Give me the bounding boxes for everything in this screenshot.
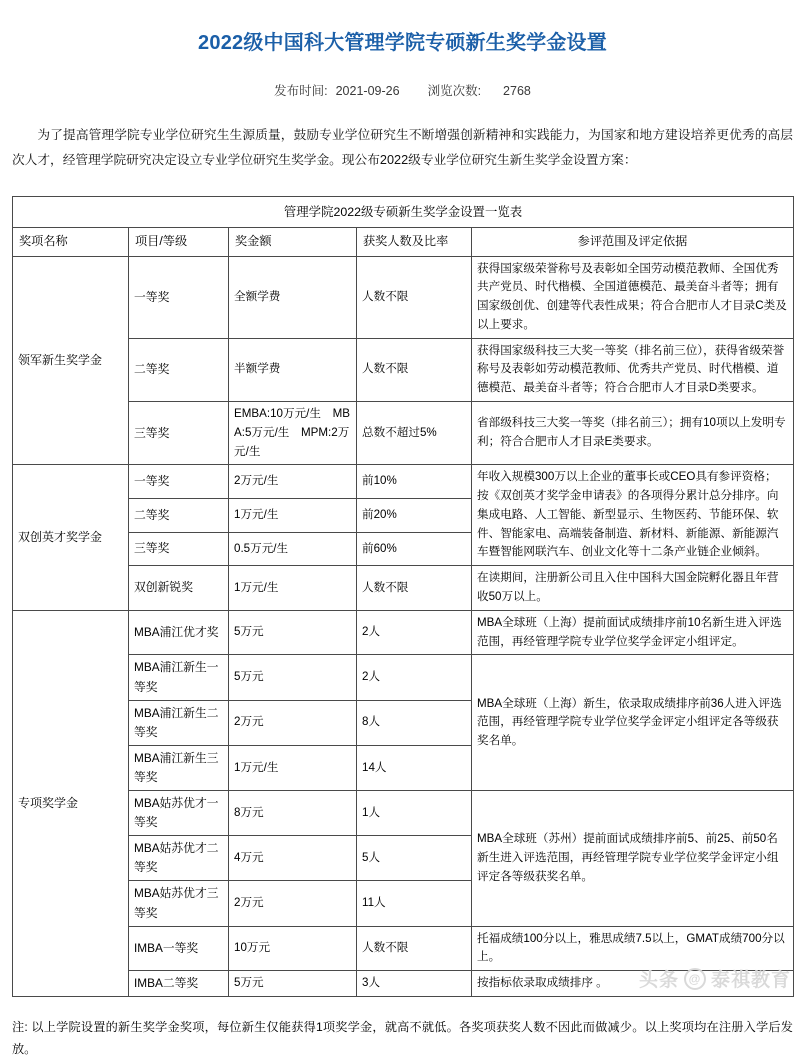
award-amount: 全额学费 bbox=[229, 256, 357, 338]
award-count: 总数不超过5% bbox=[357, 402, 472, 465]
award-grade: 三等奖 bbox=[129, 532, 229, 566]
award-count: 2人 bbox=[357, 655, 472, 700]
award-count: 2人 bbox=[357, 610, 472, 655]
award-table bbox=[12, 196, 794, 998]
award-table-wrap bbox=[0, 190, 805, 998]
award-grade: 三等奖 bbox=[129, 402, 229, 465]
award-amount: 5万元 bbox=[229, 971, 357, 997]
award-criteria: 托福成绩100分以上，雅思成绩7.5以上，GMAT成绩700分以上。 bbox=[472, 926, 794, 971]
table-row bbox=[13, 566, 794, 611]
award-count: 5人 bbox=[357, 836, 472, 881]
award-count: 前10% bbox=[357, 465, 472, 499]
award-amount: 1万元/生 bbox=[229, 566, 357, 611]
award-amount: 0.5万元/生 bbox=[229, 532, 357, 566]
award-grade: MBA浦江优才奖 bbox=[129, 610, 229, 655]
table-row bbox=[13, 610, 794, 655]
column-header-5: 参评范围及评定依据 bbox=[472, 227, 794, 256]
award-amount: 1万元/生 bbox=[229, 745, 357, 790]
award-grade: 二等奖 bbox=[129, 338, 229, 401]
award-grade: MBA姑苏优才三等奖 bbox=[129, 881, 229, 926]
award-grade: 双创新锐奖 bbox=[129, 566, 229, 611]
column-header-4: 获奖人数及比率 bbox=[357, 227, 472, 256]
award-grade: IMBA一等奖 bbox=[129, 926, 229, 971]
table-header-row bbox=[13, 227, 794, 256]
award-grade: MBA姑苏优才二等奖 bbox=[129, 836, 229, 881]
publish-meta bbox=[0, 73, 805, 103]
award-group-name: 双创英才奖学金 bbox=[13, 465, 129, 610]
document-page bbox=[0, 13, 805, 1057]
award-grade: MBA浦江新生三等奖 bbox=[129, 745, 229, 790]
at-sign-icon: @ bbox=[684, 968, 706, 990]
award-criteria: 获得国家级荣誉称号及表彰如全国劳动模范教师、全国优秀共产党员、时代楷模、全国道德模范、最美奋斗者等；拥有国家级创优、创建等代表性成果；符合合肥市人才目录C类及以上要求。 bbox=[472, 256, 794, 338]
award-amount: EMBA:10万元/生 MBA:5万元/生 MPM:2万元/生 bbox=[229, 402, 357, 465]
award-count: 人数不限 bbox=[357, 256, 472, 338]
award-count: 人数不限 bbox=[357, 926, 472, 971]
award-amount: 2万元/生 bbox=[229, 465, 357, 499]
award-count: 前20% bbox=[357, 498, 472, 532]
award-criteria: 年收入规模300万以上企业的董事长或CEO具有参评资格；按《双创英才奖学金申请表》的各项得分累计总分排序。向集成电路、人工智能、新型显示、生物医药、节能环保、软件、智能家电、高端装备制造、新材料、新能源、新能源汽车暨智能网联汽车、创业文化等十二条产业链企业倾斜。 bbox=[472, 465, 794, 566]
award-count: 11人 bbox=[357, 881, 472, 926]
award-criteria: 在读期间，注册新公司且入住中国科大国金院孵化器且年营收50万以上。 bbox=[472, 566, 794, 611]
award-criteria: 按指标依录取成绩排序 。 bbox=[472, 971, 794, 997]
award-count: 人数不限 bbox=[357, 566, 472, 611]
award-amount: 2万元 bbox=[229, 881, 357, 926]
table-row bbox=[13, 338, 794, 401]
award-grade: 一等奖 bbox=[129, 256, 229, 338]
award-grade: MBA浦江新生二等奖 bbox=[129, 700, 229, 745]
award-count: 1人 bbox=[357, 791, 472, 836]
award-amount: 10万元 bbox=[229, 926, 357, 971]
views-count-value: 2768 bbox=[503, 83, 531, 98]
page-title: 2022级中国科大管理学院专硕新生奖学金设置 bbox=[198, 32, 607, 55]
award-criteria: MBA全球班（苏州）提前面试成绩排序前5、前25、前50名新生进入评选范围，再经管理学院专业学位奖学金评定小组评定各等级获奖名单。 bbox=[472, 791, 794, 927]
table-row bbox=[13, 465, 794, 499]
award-grade: MBA姑苏优才一等奖 bbox=[129, 791, 229, 836]
table-row bbox=[13, 256, 794, 338]
column-header-2: 项目/等级 bbox=[129, 227, 229, 256]
award-criteria: 获得国家级科技三大奖一等奖（排名前三位），获得省级荣誉称号及表彰如劳动模范教师、优秀共产党员、时代楷模、道德模范、最美奋斗者等；符合合肥市人才目录D类要求。 bbox=[472, 338, 794, 401]
column-header-1: 奖项名称 bbox=[13, 227, 129, 256]
award-count: 前60% bbox=[357, 532, 472, 566]
award-amount: 1万元/生 bbox=[229, 498, 357, 532]
publish-date-value: 2021-09-26 bbox=[335, 83, 400, 98]
watermark-account: 泰祺教育 bbox=[710, 970, 791, 992]
award-amount: 5万元 bbox=[229, 655, 357, 700]
award-count: 3人 bbox=[357, 971, 472, 997]
table-row bbox=[13, 791, 794, 836]
table-row bbox=[13, 655, 794, 700]
award-criteria: MBA全球班（上海）提前面试成绩排序前10名新生进入评选范围，再经管理学院专业学位奖学金评定小组评定。 bbox=[472, 610, 794, 655]
table-caption: 管理学院2022级专硕新生奖学金设置一览表 bbox=[13, 196, 794, 227]
award-count: 人数不限 bbox=[357, 338, 472, 401]
award-amount: 半额学费 bbox=[229, 338, 357, 401]
award-criteria: 省部级科技三大奖一等奖（排名前三）；拥有10项以上发明专利；符合合肥市人才目录E类要求。 bbox=[472, 402, 794, 465]
table-row bbox=[13, 971, 794, 997]
table-caption-row bbox=[13, 196, 794, 227]
award-group-name: 领军新生奖学金 bbox=[13, 256, 129, 465]
table-row bbox=[13, 402, 794, 465]
award-count: 14人 bbox=[357, 745, 472, 790]
column-header-3: 奖金额 bbox=[229, 227, 357, 256]
intro-paragraph: 为了提高管理学院专业学位研究生生源质量，鼓励专业学位研究生不断增强创新精神和实践能力，为国家和地方建设培养更优秀的高层次人才，经管理学院研究决定设立专业学位研究生奖学金。现公布2022级专业学位研究生新生奖学金设置方案： bbox=[12, 128, 793, 168]
award-amount: 4万元 bbox=[229, 836, 357, 881]
footnote: 注: 以上学院设置的新生奖学金奖项，每位新生仅能获得1项奖学金，就高不就低。各奖项获奖人数不因此而做减少。以上奖项均在注册入学后发放。 bbox=[12, 1019, 793, 1057]
award-count: 8人 bbox=[357, 700, 472, 745]
award-amount: 2万元 bbox=[229, 700, 357, 745]
award-criteria: MBA全球班（上海）新生，依录取成绩排序前36人进入评选范围，再经管理学院专业学位奖学金评定小组评定各等级获奖名单。 bbox=[472, 655, 794, 791]
award-group-name: 专项奖学金 bbox=[13, 610, 129, 997]
watermark-prefix: 头条 bbox=[638, 970, 679, 992]
award-grade: 一等奖 bbox=[129, 465, 229, 499]
views-label: 浏览次数: bbox=[427, 83, 482, 98]
table-row bbox=[13, 926, 794, 971]
award-grade: MBA浦江新生一等奖 bbox=[129, 655, 229, 700]
publish-time-label: 发布时间: bbox=[274, 83, 328, 98]
award-amount: 8万元 bbox=[229, 791, 357, 836]
award-amount: 5万元 bbox=[229, 610, 357, 655]
award-grade: 二等奖 bbox=[129, 498, 229, 532]
award-grade: IMBA二等奖 bbox=[129, 971, 229, 997]
